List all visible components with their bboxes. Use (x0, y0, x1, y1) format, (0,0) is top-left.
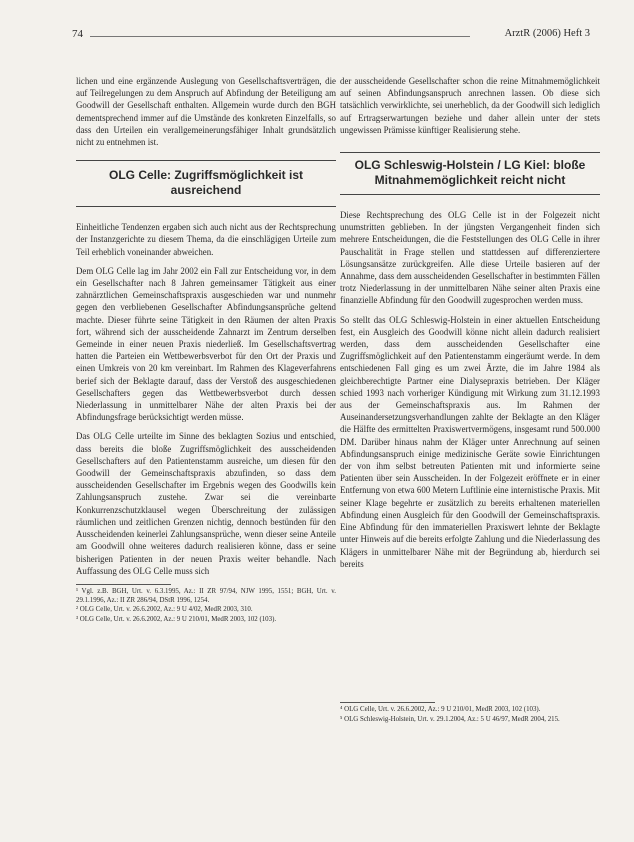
left-column (76, 75, 336, 625)
footnote-4: ⁴ OLG Celle, Urt. v. 26.6.2002, Az.: 9 U 210/01, MedR 2003, 102 (103). (340, 706, 541, 713)
right-paragraph-1: Diese Rechtsprechung des OLG Celle ist in der Folgezeit nicht unumstritten geblieben. In der jüngsten Vergangenheit finden sich mehrere Entscheidungen, die die Feststellungen des OLG Celle in ihrer Pauschalität in Frage stellen und stattdessen auf differenziertere Lösungsansätze zurückgreifen. Alle diese Urteile basieren auf der Annahme, dass dem ausscheidenden Gesellschafter in bestimmten Fällen trotz Niederlassung in der unmittelbaren Nähe seiner alten Praxis eine finanzielle Abfindung für den Goodwill zugesprochen werden muss. (340, 210, 600, 306)
left-intro-paragraph: lichen und eine ergänzende Auslegung von Gesellschaftsverträgen, die auf Teilregelungen zu dem Anspruch auf Abfindung der Beteiligung am Goodwill der Gesellschaft enthalten. Allgemein wurde durch den BGH dementsprechend immer auf die Umstände des konkreten Einzelfalls, so dass den Urteilen ein verallgemeinerungsfähiger Inhalt grundsätzlich nicht zu entnehmen ist. (76, 76, 336, 148)
journal-title: ArztR (2006) Heft 3 (504, 28, 590, 39)
footnote-5: ⁵ OLG Schleswig-Holstein, Urt. v. 29.1.2004, Az.: 5 U 46/97, MedR 2004, 215. (340, 715, 560, 723)
right-column (340, 75, 600, 577)
section-heading-olg-schleswig: OLG Schleswig-Holstein / LG Kiel: bloße Mitnahmemöglichkeit reicht nicht (340, 152, 600, 195)
footnote-1: ¹ Vgl. z.B. BGH, Urt. v. 6.3.1995, Az.: II ZR 97/94, NJW 1995, 1551; BGH, Urt. v. 29.1.1996, Az.: II ZR 286/94, DStR 1996, 1254. (76, 587, 336, 604)
left-paragraph-3: Das OLG Celle urteilte im Sinne des beklagten Sozius und entschied, dass bereits die bloße Zugriffsmöglichkeit des ausscheidenden Gesellschafters auf den Patientenstamm ausreiche, um diesen für den Goodwill der Gemeinschaftspraxis abzufinden, so dass dem ausscheidenden Gesellschafter im Ergebnis wegen des Goodwills kein Zahlungsanspruch zustehe. Zwar sei die vereinbarte Konkurrenzschutzklausel wegen Überschreitung der zulässigen räumlichen und zeitlichen Grenzen nichtig, dennoch bestünden für den Ausscheidenden keinerlei Zahlungsansprüche, wenn dieser seine Anteile am Goodwill ohne weiteres dadurch realisieren könne, dass er seine bisherigen Patienten in der neuen Praxis weiter behandle. Nach Auffassung des OLG Celle muss sich (76, 431, 336, 576)
right-footnotes (340, 700, 600, 725)
right-intro-paragraph: der ausscheidende Gesellschafter schon die reine Mitnahmemöglichkeit auf seinen Abfindungsanspruch anrechnen lassen. Ob diese sich tatsächlich verwirklichte, sei unerheblich, da der Goodwill sich lediglich auf Ertragserwartungen beziehe und daher allein unter der stets ungewissen Prämisse künftiger Realisierung stehe. (340, 76, 600, 135)
footnote-2: ² OLG Celle, Urt. v. 26.6.2002, Az.: 9 U 4/02, MedR 2003, 310. (76, 606, 253, 614)
section-heading-olg-celle: OLG Celle: Zugriffsmöglichkeit ist ausreichend (76, 160, 336, 207)
page-number: 74 (72, 28, 83, 40)
left-paragraph-1: Einheitliche Tendenzen ergaben sich auch nicht aus der Rechtsprechung der Instanzgerichte zu diesem Thema, da die einschlägigen Urteile zum Teil erheblich voneinander abweichen. (76, 222, 336, 257)
footnote-3: ³ OLG Celle, Urt. v. 26.6.2002, Az.: 9 U 210/01, MedR 2003, 102 (103). (76, 615, 277, 623)
header-rule (90, 36, 470, 37)
footnote-rule (340, 702, 435, 703)
footnote-rule (76, 584, 171, 585)
right-paragraph-2: So stellt das OLG Schleswig-Holstein in einer aktuellen Entscheidung fest, ein Ausgleich des Goodwill könne nicht allein dadurch realisiert werden, dass dem ausscheidenden Gesellschafter eine Zugriffsmöglichkeit auf den Patientenstamm eingeräumt werde. In dem entschiedenen Fall ging es um zwei Ärzte, die im Jahre 1984 als gleichberechtigte Partner eine Dialysepraxis betrieben. Der Kläger schied 1993 nach vorheriger Kündigung mit Wirkung zum 31.12.1993 aus der Gemeinschaftspraxis aus. Im Rahmen der Auseinandersetzungsverhandlungen zahlte der Beklagte an den Kläger die Hälfte des ermittelten Praxiswertvermögens, insgesamt rund 500.000 DM. Darüber hinaus nahm der Kläger unter Anrechnung auf seinen Abfindungsanspruch einige medizinische Geräte sowie Einrichtungen der von ihm selbst betreuten Patienten mit und informierte seine Patienten über sein Ausscheiden. In der Folgezeit eröffnete er in einer Entfernung von etwa 600 Metern Luftlinie eine internistische Praxis. Mit seiner Klage begehrte er zusätzlich zu bereits erhaltenen materiellen Abfindung einen Ausgleich für den Goodwill der Gemeinschaftspraxis. Eine Abfindung für den immateriellen Praxiswert lehnte der Beklagte unter Hinweis auf die bereits erfolgte Zahlung und die Niederlassung des Klägers in unmittelbarer Nähe mit der Begründung ab, hierdurch sei bereits (340, 314, 600, 569)
left-paragraph-2: Dem OLG Celle lag im Jahr 2002 ein Fall zur Entscheidung vor, in dem ein Gesellschafter nach 8 Jahren gemeinsamer Tätigkeit aus einer zahnärztlichen Gemeinschaftspraxis ausgeschieden war und nunmehr gegen den verbliebenen Gesellschafter Abfindungsansprüche geltend machte. Dieser führte seine Tätigkeit in den Räumen der alten Praxis fort, während sich der ausscheidende Zahnarzt im Zentrum derselben Gemeinde in einer neuen Praxis niederließ. Im Gesellschaftsvertrag hatten die Parteien ein Wettbewerbsverbot für den Ort der Praxis und einen Umkreis von 20 km vereinbart. Im Rahmen des Klageverfahrens berief sich der Beklagte darauf, dass der Verstoß des ausgeschiedenen Gesellschafters gegen das Wettbewerbsverbot durch dessen Niederlassung in unmittelbarer Nähe der alten Praxis bei der Abfindungsfrage berücksichtigt werden müsse. (76, 265, 336, 423)
